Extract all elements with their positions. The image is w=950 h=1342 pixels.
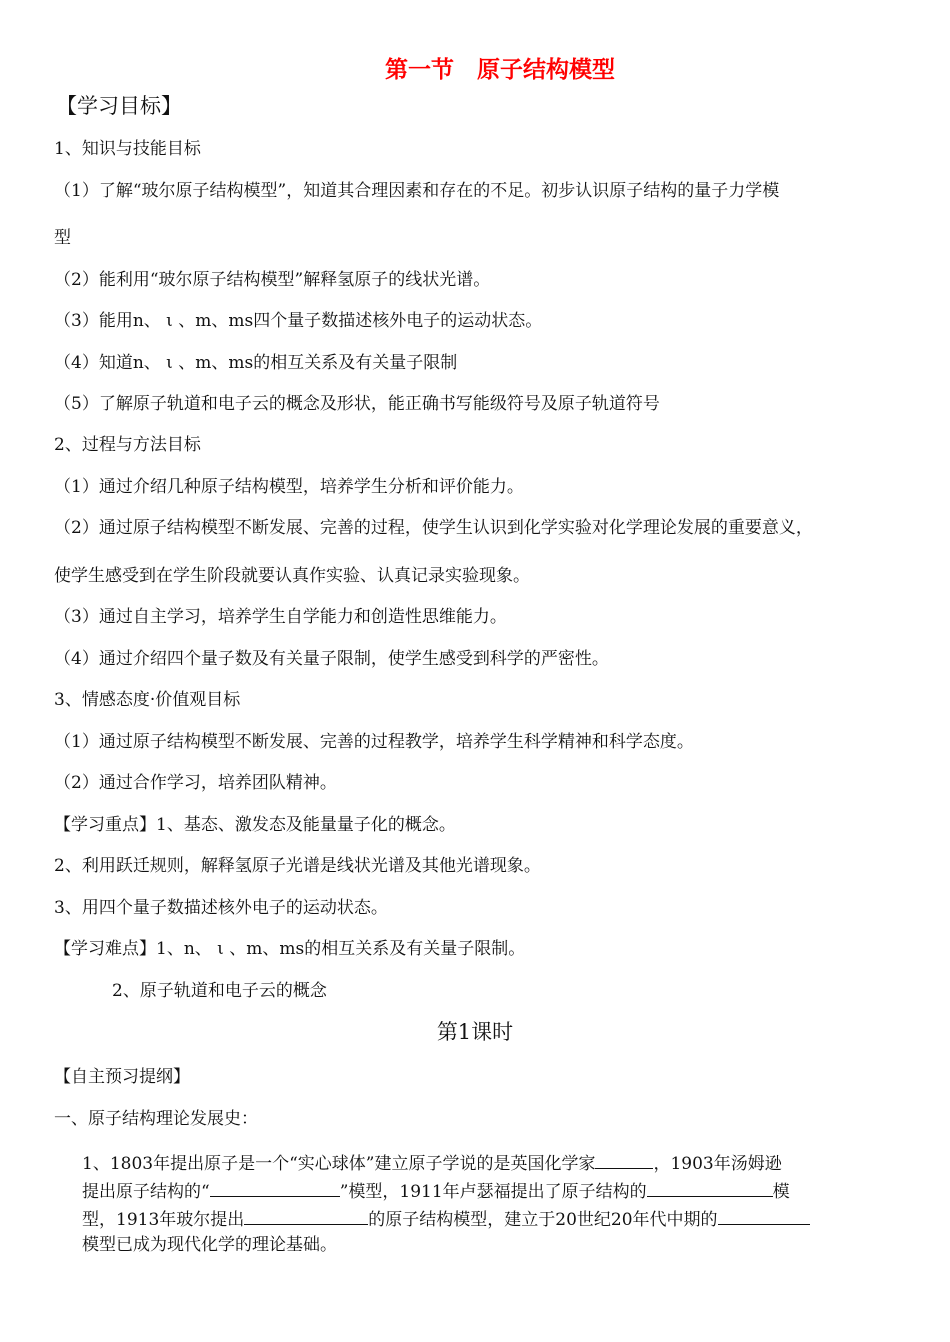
key-points-line-3: 3、用四个量子数描述核外电子的运动状态。 [54, 898, 388, 918]
knowledge-item-5: （5）了解原子轨道和电子云的概念及形状，能正确书写能级符号及原子轨道符号 [54, 394, 660, 414]
question-1-line-4: 模型已成为现代化学的理论基础。 [82, 1235, 337, 1255]
key-points-line-1: 【学习重点】1、基态、激发态及能量量子化的概念。 [54, 815, 456, 835]
answer-blank-chemist[interactable] [595, 1150, 653, 1169]
objectives-header: 【学习目标】 [56, 94, 182, 118]
question-1-text-4: ”模型，1911年卢瑟福提出了原子结构的 [339, 1182, 647, 1202]
answer-blank-thomson-model[interactable] [210, 1178, 340, 1197]
key-points-line-2: 2、利用跃迁规则，解释氢原子光谱是线状光谱及其他光谱现象。 [54, 856, 541, 876]
process-item-2: （2）通过原子结构模型不断发展、完善的过程，使学生认识到化学实验对化学理论发展的重要意义， [54, 518, 813, 538]
emotion-item-2: （2）通过合作学习，培养团队精神。 [54, 773, 337, 793]
answer-blank-bohr-model[interactable] [244, 1206, 368, 1225]
process-heading: 2、过程与方法目标 [54, 435, 201, 455]
knowledge-heading: 1、知识与技能目标 [54, 139, 201, 159]
question-1-line-1 [82, 1150, 782, 1175]
process-item-4: （4）通过介绍四个量子数及有关量子限制，使学生感受到科学的严密性。 [54, 649, 609, 669]
process-item-1: （1）通过介绍几种原子结构模型，培养学生分析和评价能力。 [54, 477, 524, 497]
answer-blank-modern-model[interactable] [718, 1206, 810, 1225]
difficulties-line-2: 2、原子轨道和电子云的概念 [112, 981, 327, 1001]
lesson-title: 第1课时 [436, 1020, 514, 1044]
question-1-text-2: ，1903年汤姆逊 [653, 1154, 782, 1174]
question-1-text-7: 的原子结构模型，建立于20世纪20年代中期的 [368, 1210, 718, 1230]
knowledge-item-2: （2）能利用“玻尔原子结构模型”解释氢原子的线状光谱。 [54, 270, 491, 290]
knowledge-item-1: （1）了解“玻尔原子结构模型”，知道其合理因素和存在的不足。初步认识原子结构的量子力学模 [54, 181, 780, 201]
difficulties-line-1: 【学习难点】1、n、 ι 、m、ms的相互关系及有关量子限制。 [54, 939, 526, 959]
question-1-line-2 [82, 1178, 790, 1203]
question-1-text-1: 1、1803年提出原子是一个“实心球体”建立原子学说的是英国化学家 [82, 1154, 596, 1174]
question-1-text-3: 提出原子结构的“ [82, 1182, 210, 1202]
question-1-text-5: 模 [772, 1182, 790, 1202]
answer-blank-rutherford-model[interactable] [647, 1178, 773, 1197]
emotion-item-1: （1）通过原子结构模型不断发展、完善的过程教学，培养学生科学精神和科学态度。 [54, 732, 694, 752]
knowledge-item-3: （3）能用n、 ι 、m、ms四个量子数描述核外电子的运动状态。 [54, 311, 543, 331]
knowledge-item-1-cont: 型 [54, 228, 71, 248]
process-item-3: （3）通过自主学习，培养学生自学能力和创造性思维能力。 [54, 607, 507, 627]
preview-header: 【自主预习提纲】 [54, 1067, 190, 1087]
page-title: 第一节 原子结构模型 [385, 57, 615, 83]
question-1-line-3 [82, 1206, 810, 1231]
question-1-text-6: 型，1913年玻尔提出 [82, 1210, 245, 1230]
emotion-heading: 3、情感态度·价值观目标 [54, 690, 241, 710]
process-item-2-cont: 使学生感受到在学生阶段就要认真作实验、认真记录实验现象。 [54, 566, 530, 586]
knowledge-item-4: （4）知道n、 ι 、m、ms的相互关系及有关量子限制 [54, 353, 458, 373]
history-heading: 一、原子结构理论发展史： [54, 1109, 258, 1129]
